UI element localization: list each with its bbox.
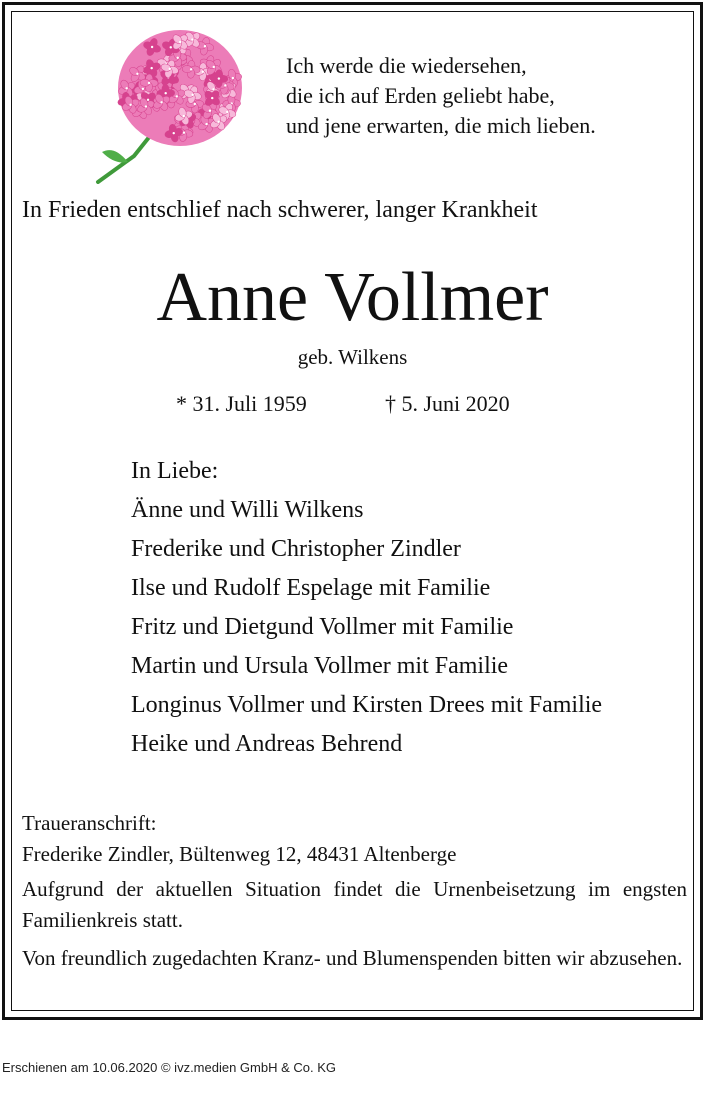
mourner-entry: Heike und Andreas Behrend — [131, 731, 403, 757]
verse-block — [286, 51, 596, 141]
verse-line: Ich werde die wiedersehen, — [286, 53, 527, 78]
maiden-name: geb. Wilkens — [297, 345, 408, 369]
mourner-entry: Martin und Ursula Vollmer mit Familie — [131, 653, 509, 679]
mourner-entry: Longinus Vollmer und Kirsten Drees mit Familie — [131, 692, 603, 718]
deceased-name: Anne Vollmer — [156, 259, 549, 336]
mourners-heading: In Liebe: — [131, 458, 219, 484]
mourner-entry: Fritz und Dietgund Vollmer mit Familie — [131, 614, 514, 640]
mourner-entry: Änne und Willi Wilkens — [131, 497, 364, 523]
flower-bloom — [117, 30, 242, 146]
address-label: Traueranschrift: — [22, 811, 157, 835]
mourner-entry: Ilse und Rudolf Espelage mit Familie — [131, 575, 491, 601]
verse-line: die ich auf Erden geliebt habe, — [286, 83, 555, 108]
hydrangea-flower-image — [88, 24, 248, 184]
donation-note: Von freundlich zugedachten Kranz- und Blumenspenden bitten wir abzusehen. — [22, 946, 683, 970]
address-text: Frederike Zindler, Bültenweg 12, 48431 Altenberge — [22, 842, 457, 866]
burial-note: Aufgrund der aktuellen Situation findet die Urnenbeisetzung im engsten Familienkreis statt. — [22, 877, 687, 932]
mourner-entry: Frederike und Christopher Zindler — [131, 536, 461, 562]
publication-footer: Erschienen am 10.06.2020 © ivz.medien GmbH & Co. KG — [2, 1060, 337, 1075]
birth-date: * 31. Juli 1959 — [176, 391, 307, 416]
mourners-list — [131, 452, 602, 764]
intro-text: In Frieden entschlief nach schwerer, langer Krankheit — [22, 197, 538, 223]
verse-line: und jene erwarten, die mich lieben. — [286, 113, 596, 138]
mourning-address — [22, 808, 456, 870]
flower-stem — [98, 136, 150, 182]
death-date: † 5. Juni 2020 — [385, 391, 510, 416]
